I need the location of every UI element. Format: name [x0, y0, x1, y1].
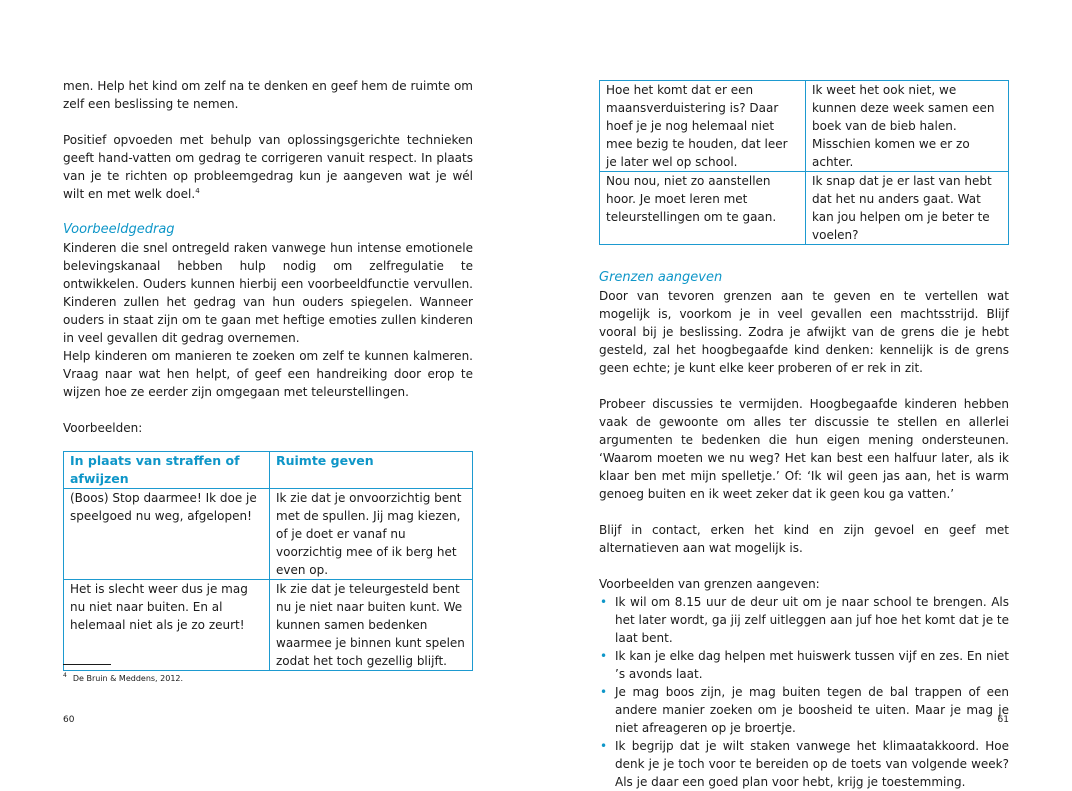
comparison-table-right [599, 80, 1009, 245]
table-cell: Het is slecht weer dus je mag nu niet naar buiten. En al helemaal niet als je zo zeurt! [64, 580, 270, 671]
right-page [599, 0, 1009, 789]
right-paragraph-2: Probeer discussies te vermijden. Hoogbegaafde kinderen hebben vaak de gewoonte om alles ter discussie te stellen en allerlei argumenten te bedenken die hun eigen mening ondersteunen. ‘Waarom moeten we nu weg? Het kan best een halfuur later, als ik klaar ben met mijn spelletje.’ Of: ‘Ik wil geen jas aan, het is warm genoeg buiten en ik weet zeker dat ik geen kou ga vatten.’ [599, 397, 1009, 501]
footnote-area [63, 664, 473, 685]
bullet-icon: • [600, 649, 608, 663]
list-label: Voorbeelden van grenzen aangeven: [599, 577, 820, 591]
list-item [599, 737, 1009, 791]
left-paragraph-2 [63, 131, 473, 203]
table-row [64, 489, 473, 580]
right-paragraph-3: Blijf in contact, erken het kind en zijn gevoel en geef met alternatieven aan wat mogelijk is. [599, 523, 1009, 555]
comparison-table-left [63, 451, 473, 671]
page-number-right: 61 [997, 715, 1009, 725]
list-item-text: Je mag boos zijn, je mag buiten tegen de bal trappen of een andere manier zoeken om je boosheid te uiten. Maar je mag je niet afreageren op je broertje. [615, 685, 1009, 735]
footnote-text: De Bruin & Meddens, 2012. [72, 674, 184, 683]
page-number-left: 60 [63, 715, 75, 725]
list-item [599, 683, 1009, 737]
list-item [599, 593, 1009, 647]
bullet-icon: • [600, 685, 608, 699]
footnote-divider [63, 664, 111, 665]
footnote [63, 673, 473, 685]
section-heading-voorbeeldgedrag: Voorbeeldgedrag [63, 222, 175, 237]
bullet-icon: • [600, 595, 608, 609]
list-item-text: Ik begrijp dat je wilt staken vanwege het klimaatakkoord. Hoe denk je je toch voor te bereiden op de toets van volgende week? Als je daar een goed plan voor hebt, krijg je toestemming. [615, 739, 1009, 789]
left-paragraph-1: men. Help het kind om zelf na te denken en geef hem de ruimte om zelf een beslissing te nemen. [63, 79, 473, 111]
left-paragraph-4: Help kinderen om manieren te zoeken om zelf te kunnen kalmeren. Vraag naar wat hen helpt, of geef een handreiking door erop te wijzen hoe ze eerder zijn omgegaan met teleurstellingen. [63, 349, 473, 399]
table-cell: Ik snap dat je er last van hebt dat het nu anders gaat. Wat kan jou helpen om je beter te voelen? [806, 172, 1009, 245]
table-cell: Ik zie dat je teleurgesteld bent nu je niet naar buiten kunt. We kunnen samen bedenken waarmee je binnen kunt spelen zodat het toch gezellig blijft. [270, 580, 473, 671]
section-heading-grenzen-aangeven: Grenzen aangeven [599, 270, 723, 285]
table-row [600, 172, 1009, 245]
bullet-list [599, 593, 1009, 791]
list-item-text: Ik wil om 8.15 uur de deur uit om je naar school te brengen. Als het later wordt, ga jij zelf uitleggen aan juf hoe het komt dat je te laat bent. [615, 595, 1009, 645]
table-cell: (Boos) Stop daarmee! Ik doe je speelgoed nu weg, afgelopen! [64, 489, 270, 580]
table-header-cell: In plaats van straffen of afwijzen [64, 452, 270, 489]
footnote-reference: 4 [195, 187, 200, 195]
table-row [600, 81, 1009, 172]
left-paragraph-3: Kinderen die snel ontregeld raken vanwege hun intense emotionele belevingskanaal hebben hulp nodig om zelfregulatie te ontwikkelen. Ouders kunnen hierbij een voorbeeldfunctie vervullen. Kinderen zullen het gedrag van hun ouders spiegelen. Wanneer ouders in staat zijn om te gaan met heftige emoties zullen kinderen in veel gevallen dit gedrag overnemen. [63, 241, 473, 345]
bullet-icon: • [600, 739, 608, 753]
table-cell: Hoe het komt dat er een maansverduistering is? Daar hoef je je nog helemaal niet mee bezig te houden, dat leer je later wel op school. [600, 81, 806, 172]
right-paragraph-1: Door van tevoren grenzen aan te geven en te vertellen wat mogelijk is, voorkom je in veel gevallen een machtsstrijd. Blijf vooral bij je beslissing. Zodra je afwijkt van de grens die je hebt gesteld, zal het hoogbegaafde kind denken: kennelijk is de grens geen echte; je kunt elke keer proberen of er rek in zit. [599, 289, 1009, 375]
table-cell: Nou nou, niet zo aanstellen hoor. Je moet leren met teleurstellingen om te gaan. [600, 172, 806, 245]
left-paragraph-2-text: Positief opvoeden met behulp van oplossingsgerichte technieken geeft hand-vatten om gedrag te corrigeren vanuit respect. In plaats van je te richten op probleemgedrag kun je aangeven wat je wél wilt en met welk doel. [63, 133, 473, 201]
examples-label: Voorbeelden: [63, 421, 143, 435]
footnote-number: 4 [63, 672, 67, 680]
table-row [64, 580, 473, 671]
list-item-text: Ik kan je elke dag helpen met huiswerk tussen vijf en zes. En niet ’s avonds laat. [615, 649, 1009, 681]
table-cell: Ik zie dat je onvoorzichtig bent met de spullen. Jij mag kiezen, of je doet er vanaf nu voorzichtig mee of ik berg het even op. [270, 489, 473, 580]
list-item [599, 647, 1009, 683]
table-cell: Ik weet het ook niet, we kunnen deze week samen een boek van de bieb halen. Misschien komen we er zo achter. [806, 81, 1009, 172]
table-header-row [64, 452, 473, 489]
table-header-cell: Ruimte geven [270, 452, 473, 489]
left-page [63, 0, 473, 757]
